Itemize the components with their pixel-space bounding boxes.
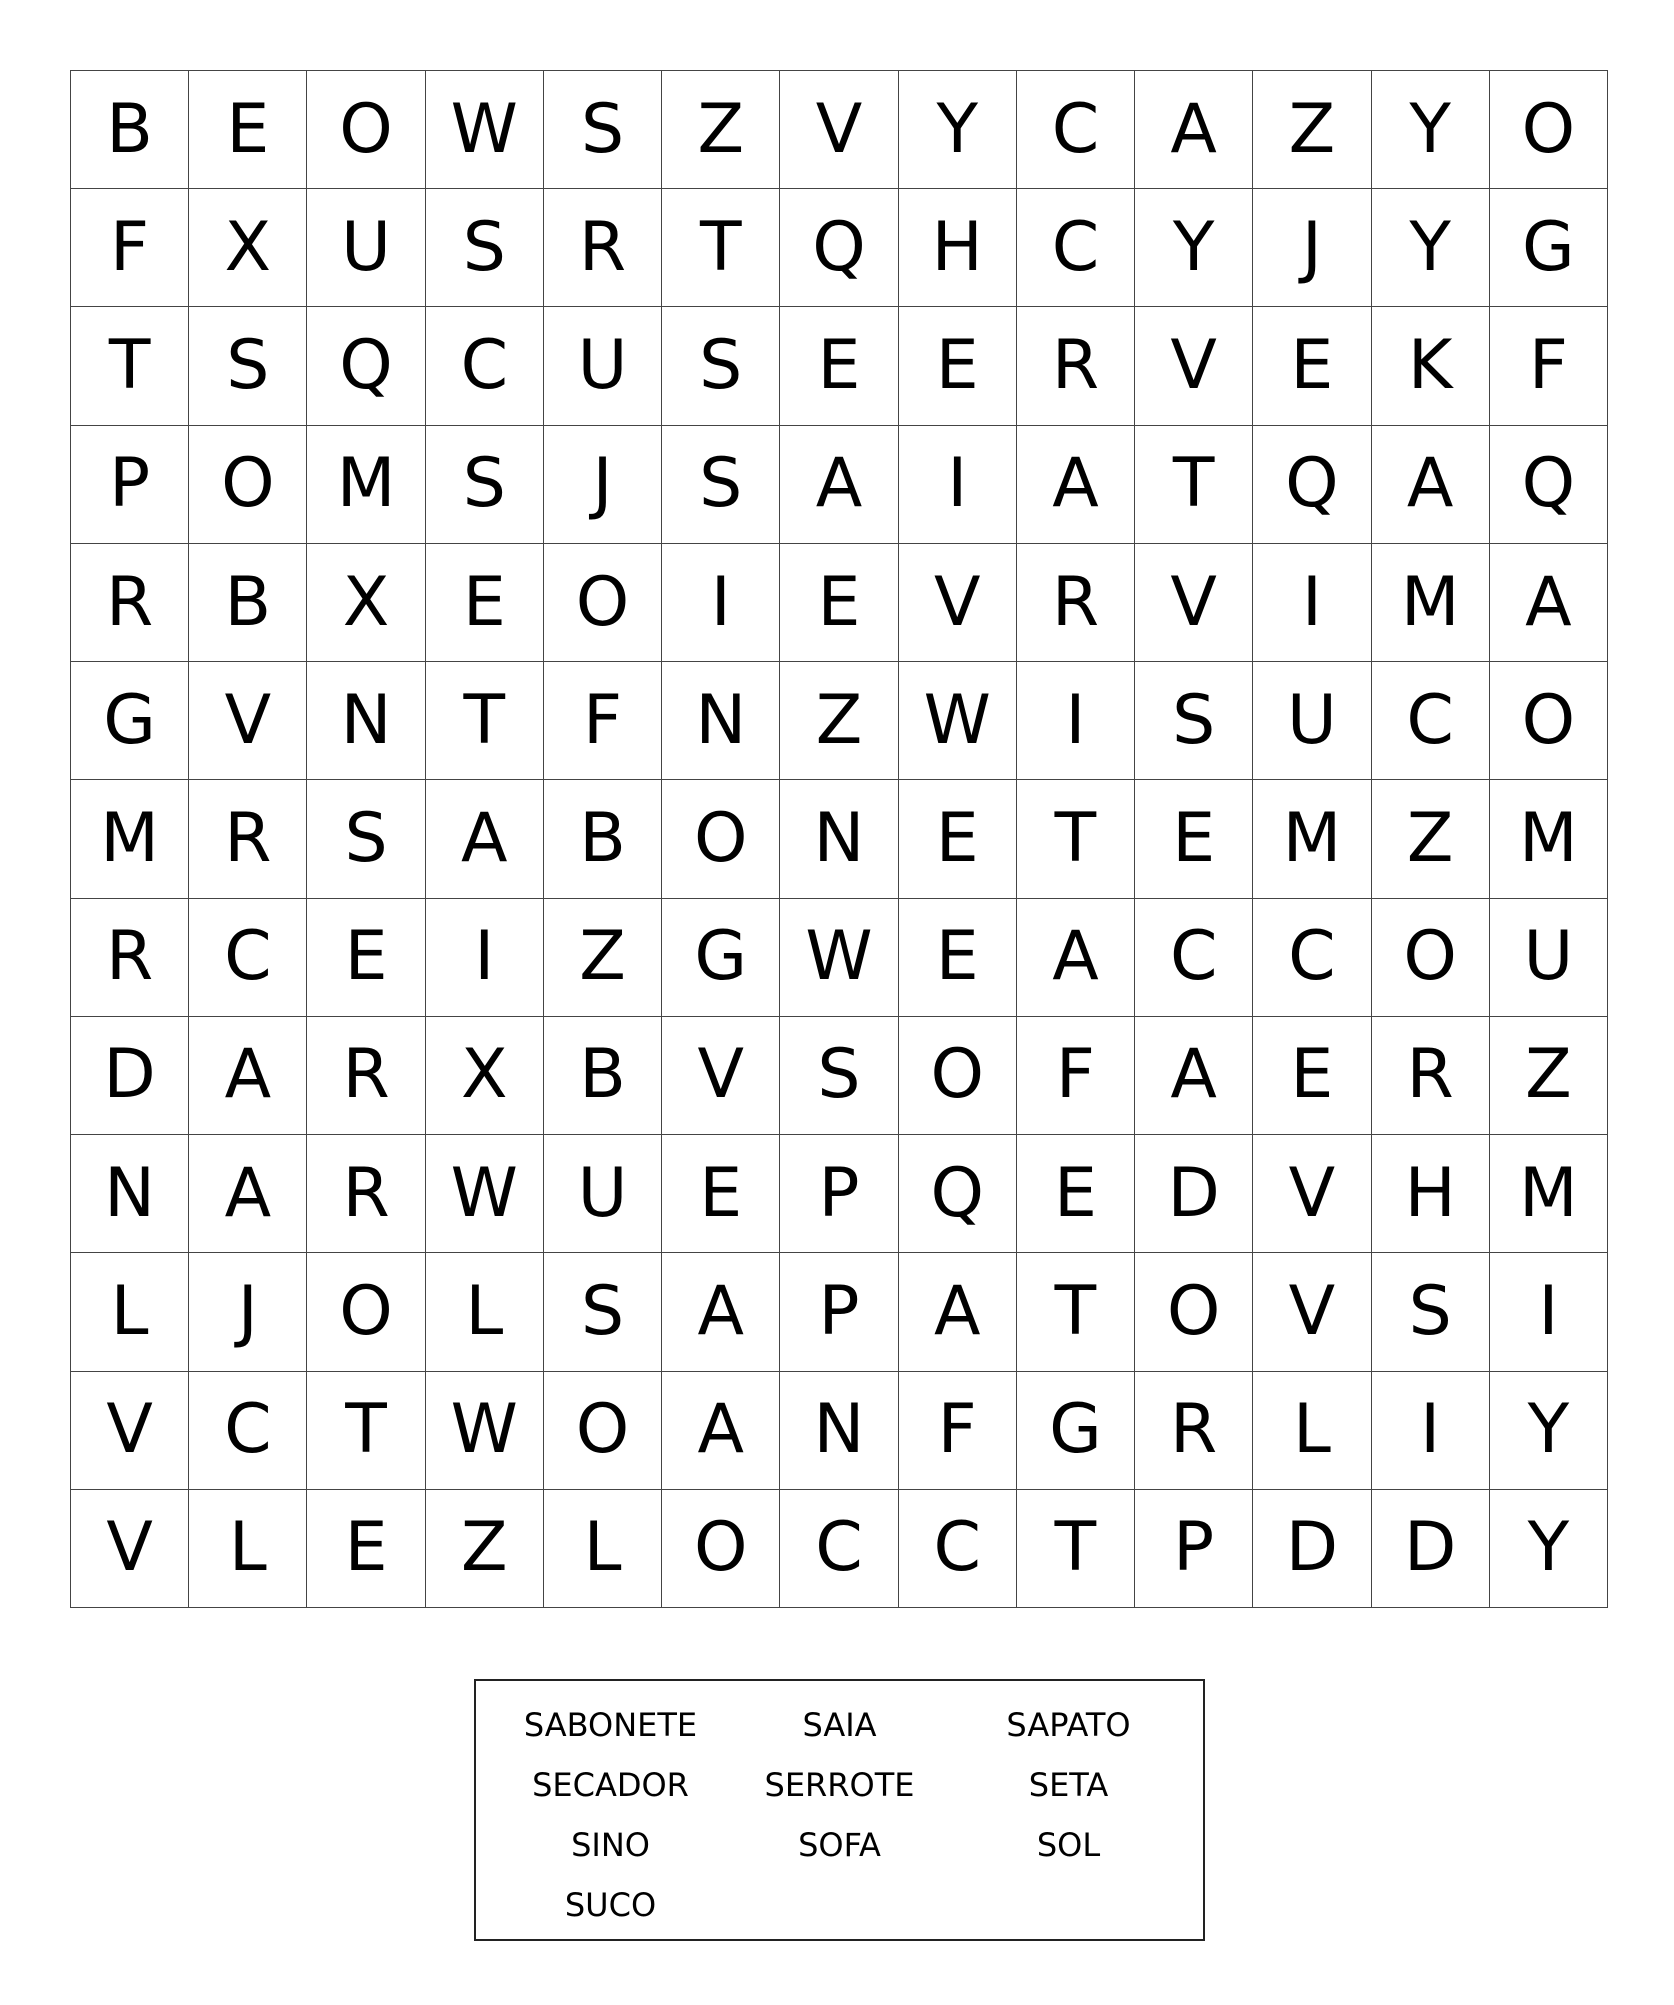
grid-cell[interactable]: Q xyxy=(899,1135,1017,1253)
grid-cell[interactable]: R xyxy=(71,899,189,1017)
grid-cell[interactable]: R xyxy=(307,1017,425,1135)
grid-cell[interactable]: T xyxy=(662,189,780,307)
grid-cell[interactable]: S xyxy=(780,1017,898,1135)
grid-cell[interactable]: E xyxy=(426,544,544,662)
grid-cell[interactable]: Z xyxy=(1253,71,1371,189)
grid-cell[interactable]: C xyxy=(189,899,307,1017)
grid-cell[interactable]: Z xyxy=(426,1490,544,1608)
grid-cell[interactable]: D xyxy=(1372,1490,1490,1608)
grid-cell[interactable]: N xyxy=(780,1372,898,1490)
grid-cell[interactable]: J xyxy=(189,1253,307,1371)
grid-cell[interactable]: U xyxy=(544,307,662,425)
grid-cell[interactable]: M xyxy=(307,426,425,544)
word-list-item: SOL xyxy=(1036,1826,1101,1864)
grid-cell[interactable]: L xyxy=(544,1490,662,1608)
grid-cell[interactable]: E xyxy=(1253,1017,1371,1135)
grid-cell[interactable]: H xyxy=(1372,1135,1490,1253)
grid-cell[interactable]: Z xyxy=(1372,780,1490,898)
grid-cell[interactable]: I xyxy=(1253,544,1371,662)
grid-cell[interactable]: Q xyxy=(1490,426,1608,544)
grid-cell[interactable]: I xyxy=(426,899,544,1017)
grid-cell[interactable]: E xyxy=(1253,307,1371,425)
grid-cell[interactable]: C xyxy=(1372,662,1490,780)
grid-cell[interactable]: H xyxy=(899,189,1017,307)
grid-cell[interactable]: X xyxy=(307,544,425,662)
grid-cell[interactable]: U xyxy=(307,189,425,307)
grid-cell[interactable]: B xyxy=(544,1017,662,1135)
grid-cell[interactable]: A xyxy=(1135,71,1253,189)
grid-cell[interactable]: O xyxy=(1372,899,1490,1017)
grid-cell[interactable]: A xyxy=(780,426,898,544)
grid-cell[interactable]: V xyxy=(1253,1253,1371,1371)
grid-cell[interactable]: E xyxy=(780,544,898,662)
grid-cell[interactable]: C xyxy=(780,1490,898,1608)
word-list-item: SOFA xyxy=(798,1826,881,1864)
grid-cell[interactable]: V xyxy=(189,662,307,780)
grid-cell[interactable]: L xyxy=(189,1490,307,1608)
grid-cell[interactable]: F xyxy=(899,1372,1017,1490)
grid-cell[interactable]: A xyxy=(426,780,544,898)
grid-cell[interactable]: D xyxy=(1253,1490,1371,1608)
grid-cell[interactable]: F xyxy=(1017,1017,1135,1135)
grid-cell[interactable]: I xyxy=(1490,1253,1608,1371)
grid-cell[interactable]: N xyxy=(662,662,780,780)
grid-cell[interactable]: S xyxy=(662,307,780,425)
grid-cell[interactable]: Q xyxy=(780,189,898,307)
grid-cell[interactable]: E xyxy=(189,71,307,189)
grid-cell[interactable]: L xyxy=(426,1253,544,1371)
grid-cell[interactable]: O xyxy=(899,1017,1017,1135)
grid-cell[interactable]: A xyxy=(1017,426,1135,544)
grid-cell[interactable]: A xyxy=(1017,899,1135,1017)
grid-cell[interactable]: I xyxy=(662,544,780,662)
grid-cell[interactable]: U xyxy=(1253,662,1371,780)
grid-cell[interactable]: E xyxy=(899,899,1017,1017)
grid-cell[interactable]: N xyxy=(780,780,898,898)
word-list-item: SAPATO xyxy=(1006,1706,1131,1744)
grid-cell[interactable]: Z xyxy=(662,71,780,189)
grid-cell[interactable]: R xyxy=(71,544,189,662)
grid-cell[interactable]: O xyxy=(189,426,307,544)
grid-cell[interactable]: Z xyxy=(544,899,662,1017)
grid-cell[interactable]: M xyxy=(1372,544,1490,662)
grid-cell[interactable]: T xyxy=(1017,1253,1135,1371)
grid-cell[interactable]: S xyxy=(544,71,662,189)
grid-cell[interactable]: O xyxy=(1490,71,1608,189)
grid-cell[interactable]: Q xyxy=(1253,426,1371,544)
grid-cell[interactable]: P xyxy=(71,426,189,544)
grid-cell[interactable]: F xyxy=(544,662,662,780)
grid-cell[interactable]: S xyxy=(426,426,544,544)
grid-cell[interactable]: J xyxy=(1253,189,1371,307)
grid-cell[interactable]: Y xyxy=(1372,71,1490,189)
grid-cell[interactable]: Y xyxy=(899,71,1017,189)
grid-cell[interactable]: C xyxy=(426,307,544,425)
grid-cell[interactable]: A xyxy=(662,1372,780,1490)
grid-cell[interactable]: V xyxy=(71,1372,189,1490)
grid-cell[interactable]: W xyxy=(426,71,544,189)
grid-cell[interactable]: W xyxy=(426,1135,544,1253)
grid-cell[interactable]: S xyxy=(544,1253,662,1371)
grid-cell[interactable]: T xyxy=(1017,780,1135,898)
word-list-item: SABONETE xyxy=(523,1706,698,1744)
grid-cell[interactable]: V xyxy=(71,1490,189,1608)
grid-cell[interactable]: P xyxy=(780,1135,898,1253)
grid-cell[interactable]: X xyxy=(189,189,307,307)
grid-cell[interactable]: E xyxy=(899,307,1017,425)
grid-cell[interactable]: C xyxy=(1253,899,1371,1017)
grid-cell[interactable]: V xyxy=(1253,1135,1371,1253)
grid-cell[interactable]: A xyxy=(189,1135,307,1253)
grid-cell[interactable]: A xyxy=(1135,1017,1253,1135)
grid-cell[interactable]: S xyxy=(426,189,544,307)
grid-cell[interactable]: R xyxy=(189,780,307,898)
grid-cell[interactable]: C xyxy=(189,1372,307,1490)
grid-cell[interactable]: B xyxy=(189,544,307,662)
grid-cell[interactable]: A xyxy=(662,1253,780,1371)
grid-cell[interactable]: E xyxy=(899,780,1017,898)
grid-cell[interactable]: C xyxy=(1135,899,1253,1017)
grid-cell[interactable]: S xyxy=(189,307,307,425)
grid-cell[interactable]: F xyxy=(1490,307,1608,425)
grid-cell[interactable]: V xyxy=(1135,544,1253,662)
grid-cell[interactable]: E xyxy=(662,1135,780,1253)
grid-cell[interactable]: M xyxy=(1490,780,1608,898)
grid-cell[interactable]: E xyxy=(1017,1135,1135,1253)
grid-cell[interactable]: D xyxy=(71,1017,189,1135)
grid-cell[interactable]: A xyxy=(189,1017,307,1135)
grid-cell[interactable]: G xyxy=(662,899,780,1017)
grid-cell[interactable]: K xyxy=(1372,307,1490,425)
grid-cell[interactable]: E xyxy=(780,307,898,425)
grid-cell[interactable]: R xyxy=(544,189,662,307)
grid-cell[interactable]: G xyxy=(71,662,189,780)
word-list-item: SAIA xyxy=(802,1706,877,1744)
grid-cell[interactable]: O xyxy=(307,71,425,189)
grid-cell[interactable]: O xyxy=(544,544,662,662)
grid-cell[interactable]: T xyxy=(1135,426,1253,544)
grid-cell[interactable]: I xyxy=(1372,1372,1490,1490)
grid-cell[interactable]: J xyxy=(544,426,662,544)
word-list-item: SINO xyxy=(571,1826,650,1864)
grid-cell[interactable]: V xyxy=(662,1017,780,1135)
grid-cell[interactable]: D xyxy=(1135,1135,1253,1253)
word-list-item: SUCO xyxy=(564,1886,657,1924)
grid-cell[interactable]: I xyxy=(1017,662,1135,780)
grid-cell[interactable]: U xyxy=(1490,899,1608,1017)
grid-cell[interactable]: O xyxy=(662,780,780,898)
grid-cell[interactable]: R xyxy=(307,1135,425,1253)
grid-cell[interactable]: Y xyxy=(1490,1490,1608,1608)
grid-cell[interactable]: M xyxy=(1253,780,1371,898)
word-list-item: SERROTE xyxy=(764,1766,915,1804)
grid-cell[interactable]: G xyxy=(1017,1372,1135,1490)
word-list-item: SECADOR xyxy=(532,1766,689,1804)
grid-cell[interactable]: M xyxy=(71,780,189,898)
grid-cell[interactable]: P xyxy=(1135,1490,1253,1608)
grid-cell[interactable]: L xyxy=(71,1253,189,1371)
grid-cell[interactable]: S xyxy=(1135,662,1253,780)
grid-cell[interactable]: A xyxy=(899,1253,1017,1371)
grid-cell[interactable]: U xyxy=(544,1135,662,1253)
grid-cell[interactable]: M xyxy=(1490,1135,1608,1253)
grid-cell[interactable]: O xyxy=(1490,662,1608,780)
grid-cell[interactable]: Y xyxy=(1372,189,1490,307)
grid-cell[interactable]: E xyxy=(307,1490,425,1608)
grid-cell[interactable]: Z xyxy=(780,662,898,780)
word-list-item: SETA xyxy=(1028,1766,1109,1804)
grid-cell[interactable]: Y xyxy=(1490,1372,1608,1490)
grid-cell[interactable]: S xyxy=(1372,1253,1490,1371)
word-list-box xyxy=(474,1679,1205,1941)
grid-cell[interactable]: N xyxy=(307,662,425,780)
grid-cell[interactable]: S xyxy=(307,780,425,898)
grid-cell[interactable]: V xyxy=(899,544,1017,662)
grid-cell[interactable]: B xyxy=(544,780,662,898)
grid-cell[interactable]: O xyxy=(544,1372,662,1490)
grid-cell[interactable]: V xyxy=(780,71,898,189)
grid-cell[interactable]: T xyxy=(1017,1490,1135,1608)
grid-cell[interactable]: E xyxy=(1135,780,1253,898)
grid-cell[interactable]: T xyxy=(426,662,544,780)
grid-cell[interactable]: T xyxy=(71,307,189,425)
grid-cell[interactable]: I xyxy=(899,426,1017,544)
grid-cell[interactable]: R xyxy=(1017,544,1135,662)
grid-cell[interactable]: E xyxy=(307,899,425,1017)
grid-cell[interactable]: O xyxy=(1135,1253,1253,1371)
word-search-grid xyxy=(70,70,1608,1608)
grid-cell[interactable]: F xyxy=(71,189,189,307)
grid-cell[interactable]: Z xyxy=(1490,1017,1608,1135)
grid-cell[interactable]: W xyxy=(780,899,898,1017)
grid-cell[interactable]: Q xyxy=(307,307,425,425)
grid-cell[interactable]: C xyxy=(899,1490,1017,1608)
grid-cell[interactable]: G xyxy=(1490,189,1608,307)
grid-cell[interactable]: S xyxy=(662,426,780,544)
grid-cell[interactable]: O xyxy=(662,1490,780,1608)
grid-cell[interactable]: R xyxy=(1372,1017,1490,1135)
grid-cell[interactable]: P xyxy=(780,1253,898,1371)
grid-cell[interactable]: W xyxy=(899,662,1017,780)
grid-cell[interactable]: T xyxy=(307,1372,425,1490)
grid-cell[interactable]: W xyxy=(426,1372,544,1490)
grid-cell[interactable]: C xyxy=(1017,71,1135,189)
grid-cell[interactable]: C xyxy=(1017,189,1135,307)
grid-cell[interactable]: X xyxy=(426,1017,544,1135)
grid-cell[interactable]: B xyxy=(71,71,189,189)
grid-cell[interactable]: N xyxy=(71,1135,189,1253)
grid-cell[interactable]: R xyxy=(1017,307,1135,425)
grid-cell[interactable]: A xyxy=(1372,426,1490,544)
grid-cell[interactable]: Y xyxy=(1135,189,1253,307)
grid-cell[interactable]: L xyxy=(1253,1372,1371,1490)
grid-cell[interactable]: V xyxy=(1135,307,1253,425)
grid-cell[interactable]: O xyxy=(307,1253,425,1371)
grid-cell[interactable]: A xyxy=(1490,544,1608,662)
grid-cell[interactable]: R xyxy=(1135,1372,1253,1490)
